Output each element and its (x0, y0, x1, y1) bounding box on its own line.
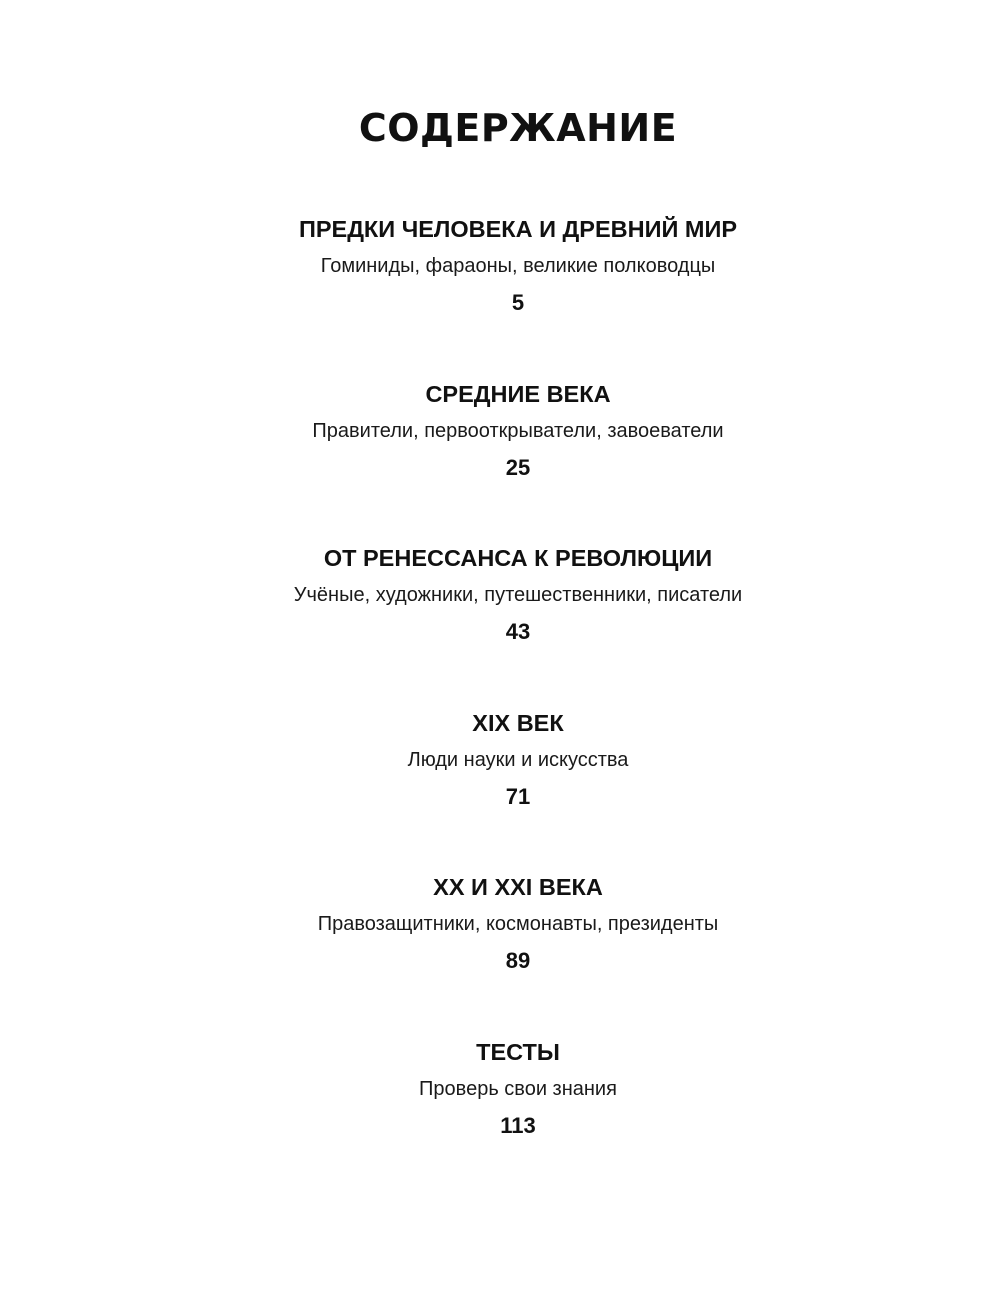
section-heading: ОТ РЕНЕССАНСА К РЕВОЛЮЦИИ (323, 545, 713, 571)
page-number: 71 (505, 784, 531, 809)
page-title: СОДЕРЖАНИЕ (358, 106, 678, 150)
section-heading: XIX ВЕК (472, 710, 564, 736)
toc-entry[interactable] (0, 214, 1000, 316)
section-heading: СРЕДНИЕ ВЕКА (425, 381, 611, 407)
toc-entry[interactable] (0, 708, 1000, 810)
section-heading: XX И XXI ВЕКА (433, 874, 603, 900)
page-number: 25 (505, 455, 531, 480)
section-subtitle: Правозащитники, космонавты, президенты (317, 913, 719, 935)
section-heading: ТЕСТЫ (476, 1039, 560, 1065)
page-number: 113 (500, 1113, 536, 1138)
toc-entry[interactable] (0, 872, 1000, 974)
page-number: 43 (505, 619, 531, 644)
page-number: 89 (505, 948, 531, 973)
section-subtitle: Проверь свои знания (419, 1078, 617, 1100)
section-subtitle: Учёные, художники, путешественники, писатели (293, 584, 743, 606)
page-number: 5 (511, 290, 525, 315)
section-subtitle: Гоминиды, фараоны, великие полководцы (320, 255, 716, 277)
toc-entry[interactable] (0, 379, 1000, 481)
toc-entry[interactable] (0, 543, 1000, 645)
toc-entry[interactable] (0, 1037, 1000, 1139)
section-heading: ПРЕДКИ ЧЕЛОВЕКА И ДРЕВНИЙ МИР (298, 216, 738, 242)
section-subtitle: Правители, первооткрыватели, завоеватели (312, 420, 724, 442)
section-subtitle: Люди науки и искусства (407, 749, 629, 771)
